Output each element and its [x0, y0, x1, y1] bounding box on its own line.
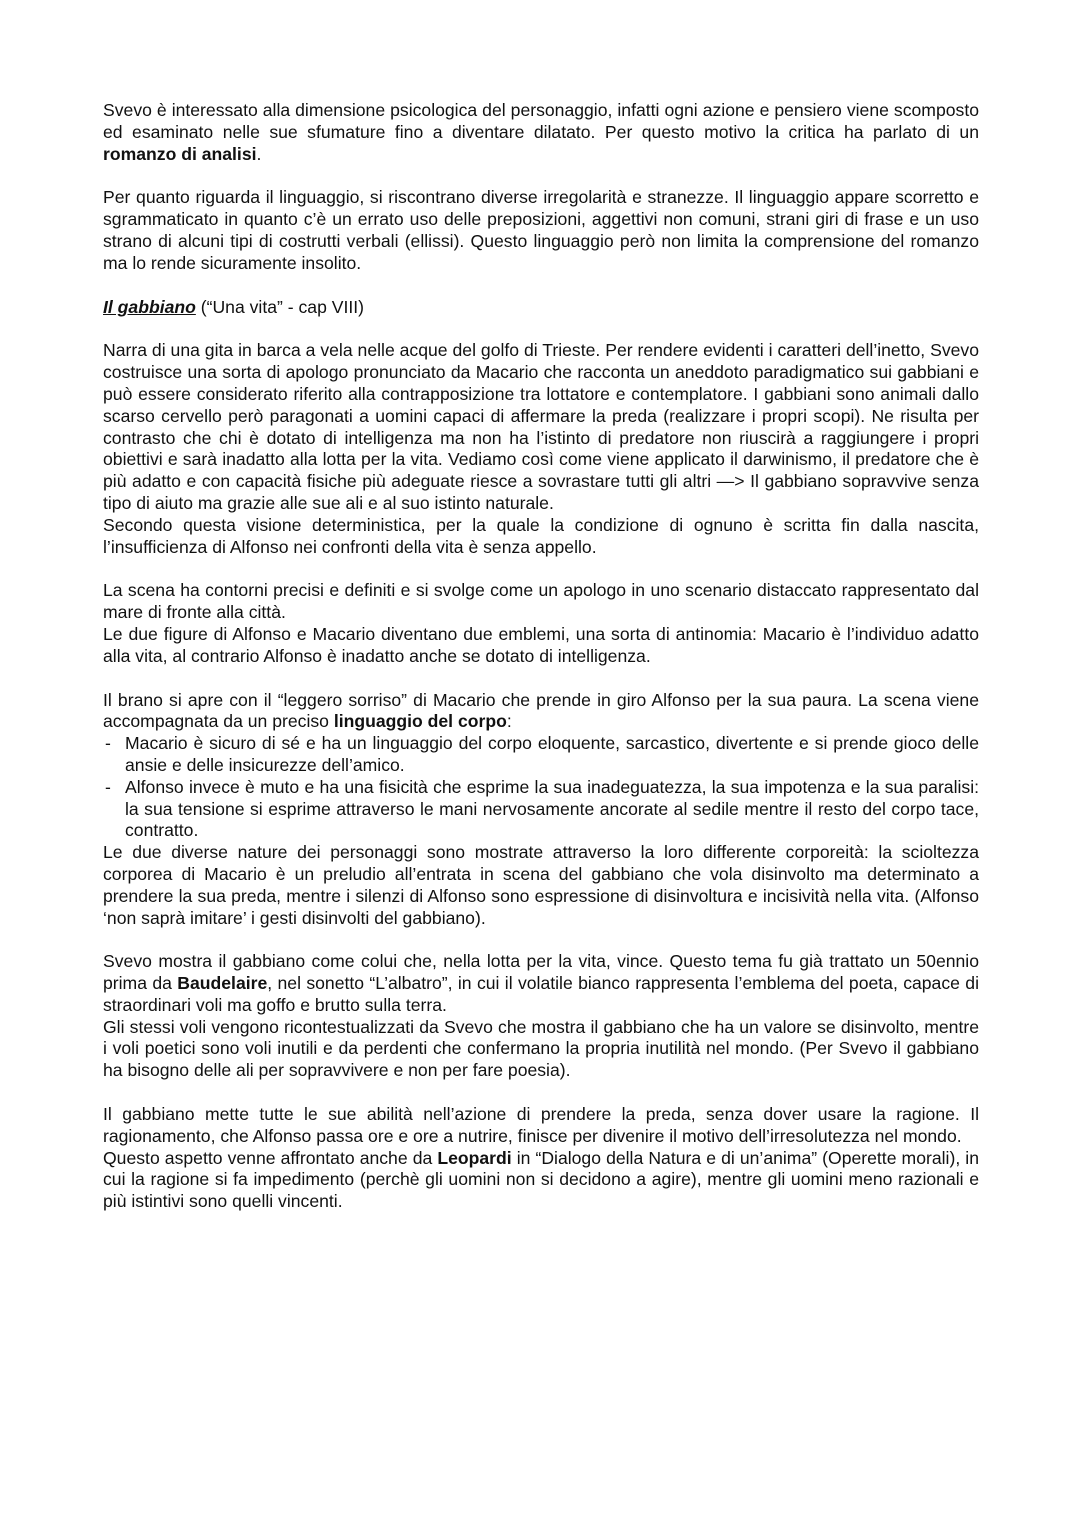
paragraph-brano	[103, 690, 979, 734]
paragraph-linguaggio: Per quanto riguarda il linguaggio, si riscontrano diverse irregolarità e stranezze. Il linguaggio appare scorretto e sgrammaticato in quanto c’è un errato uso delle preposizioni, aggettivi non comuni, strani giri di frase e un uso strano di alcuni tipi di costrutti verbali (ellissi). Questo linguaggio però non limita la comprensione del romanzo ma lo rende sicuramente insolito.	[103, 187, 979, 273]
paragraph-scena: La scena ha contorni precisi e definiti e si svolge come un apologo in uno scenario distaccato rappresentato dal mare di fronte alla città.	[103, 580, 979, 623]
paragraph-text: , nel sonetto “L’albatro”, in cui il volatile bianco rappresenta l’emblema del poeta, capace di straordinari voli ma goffo e brutto sulla terra.	[103, 973, 979, 1015]
paragraph-analisi	[103, 100, 979, 165]
section-title: Il gabbiano	[103, 296, 196, 317]
list-item: - Macario è sicuro di sé e ha un linguaggio del corpo eloquente, sarcastico, divertente e si prende gioco delle ansie e delle insicurezze dell’amico.	[103, 733, 979, 777]
paragraph-leopardi	[103, 1148, 979, 1213]
document-page	[103, 100, 979, 1213]
paragraph-text: Svevo mostra il gabbiano come colui che, nella lotta per la vita, vince. Questo tema fu già trattato un 50ennio prima da	[103, 951, 979, 994]
bold-term: Baudelaire	[177, 973, 268, 994]
paragraph-text: Svevo è interessato alla dimensione psicologica del personaggio, infatti ogni azione e pensiero viene scomposto ed esaminato nelle sue sfumature fino a diventare dilatato. Per questo motivo la critica ha parlato di un	[103, 100, 979, 142]
paragraph-emblemi: Le due figure di Alfonso e Macario diventano due emblemi, una sorta di antinomia: Macario è l’individuo adatto alla vita, al contrario Alfonso è inadatto anche se dotato di intelligenza.	[103, 623, 979, 666]
bold-term: romanzo di analisi	[103, 143, 257, 164]
paragraph-deterministica: Secondo questa visione deterministica, per la quale la condizione di ognuno è scritta fin dalla nascita, l’insufficienza di Alfonso nei confronti della vita è senza appello.	[103, 514, 979, 557]
paragraph-corporeita: Le due diverse nature dei personaggi sono mostrate attraverso la loro differente corporeità: la scioltezza corporea di Macario è un preludio all’entrata in scena del gabbiano che vola disinvolto ma determinato a prendere la sua preda, mentre i silenzi di Alfonso sono espressione di disinvoltura e incisività nella vita. (Alfonso ‘non saprà imitare’ i gesti disinvolti del gabbiano).	[103, 842, 979, 928]
paragraph-voli: Gli stessi voli vengono ricontestualizzati da Svevo che mostra il gabbiano che ha un valore se disinvolto, mentre i voli poetici sono voli inutili e da perdenti che confermano la propria inutilità nel mondo. (Per Svevo il gabbiano ha bisogno delle ali per sopravvivere e non per fare poesia).	[103, 1016, 979, 1081]
section-heading	[103, 297, 979, 319]
section-subtitle: (“Una vita” - cap VIII)	[195, 296, 365, 317]
paragraph-text: in “Dialogo della Natura e di un’anima” (Operette morali), in cui la ragione si fa impedimento (perchè gli uomini non si decidono a agire), mentre gli uomini meno razionali e più istintivi sono quelli vincenti.	[103, 1147, 979, 1212]
paragraph-baudelaire	[103, 951, 979, 1016]
paragraph-text: Il brano si apre con il “leggero sorriso” di Macario che prende in giro Alfonso per la sua paura. La scena viene accompagnata da un preciso	[103, 689, 979, 732]
paragraph-text: Questo aspetto venne affrontato anche da	[103, 1147, 438, 1168]
paragraph-text: .	[256, 143, 262, 164]
paragraph-ragione: Il gabbiano mette tutte le sue abilità nell’azione di prendere la preda, senza dover usare la ragione. Il ragionamento, che Alfonso passa ore e ore a nutrire, finisce per divenire il motivo dell’irresolutezza nel mondo.	[103, 1104, 979, 1146]
paragraph-gita: Narra di una gita in barca a vela nelle acque del golfo di Trieste. Per rendere evidenti i caratteri dell’inetto, Svevo costruisce una sorta di apologo pronunciato da Macario che racconta un aneddoto paradigmatico sui gabbiani e può essere considerato riferito alla contrapposizione tra lottatore e contemplatore. I gabbiani sono animali dallo scarso cervello però paragonati a uomini capaci di affermare la preda (realizzare i propri scopi). Ne risulta per contrasto che chi è dotato di intelligenza ma non ha l’istinto di predatore non riuscirà a raggiungere i propri obiettivi e sarà inadatto alla lotta per la vita. Vediamo così come viene applicato il darwinismo, il predatore che è più adatto e con capacità fisiche più adeguate riesce a sovrastare tutti gli altri —> Il gabbiano sopravvive senza tipo di aiuto ma grazie alle sue ali e al suo istinto naturale.	[103, 340, 979, 513]
bold-term: linguaggio del corpo	[333, 711, 507, 732]
bold-term: Leopardi	[437, 1147, 512, 1168]
list-item: - Alfonso invece è muto e ha una fisicità che esprime la sua inadeguatezza, la sua impotenza e la sua paralisi: la sua tensione si esprime attraverso le mani nervosamente ancorate al sedile mentre il resto del corpo tace, contratto.	[103, 777, 979, 842]
bullet-list	[103, 733, 979, 842]
paragraph-text: :	[506, 711, 512, 732]
